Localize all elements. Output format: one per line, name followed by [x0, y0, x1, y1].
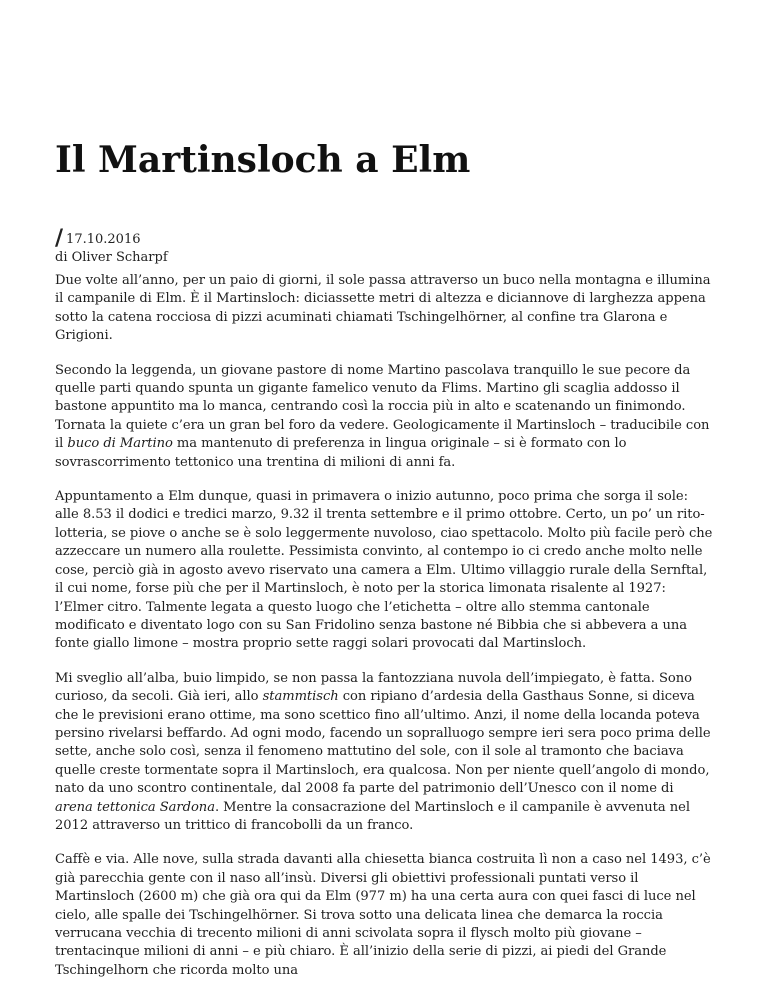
body-paragraph: [55, 272, 715, 346]
paragraph-text: Mi sveglio all’alba, buio limpido, se non passa la fantozziana nuvola dell’impiegato, è fatta. Sono curioso, da secoli. Già ieri, allo: [55, 670, 692, 705]
italic-phrase: buco di Martino: [67, 436, 173, 452]
paragraph-text: con ripiano d’ardesia della Gasthaus Sonne, si diceva che le previsioni erano ottime, ma sono scettico fino all’ultimo. Anzi, il nome della locanda poteva persino rivelarsi beffardo. Ad ogni modo, facendo un sopralluogo sempre ieri sera poco prima delle sette, anche solo così, senza il fenomeno mattutino del sole, con il sole al tramonto che baciava quelle creste tormentate sopra il Martinsloch, era qualcosa. Non per niente quell’angolo di mondo, nato da uno scontro continentale, dal 2008 fa parte del patrimonio dell’Unesco con il nome di: [55, 689, 711, 797]
body-paragraph: [55, 670, 715, 836]
date-separator: /: [55, 226, 64, 251]
body-paragraph: [55, 362, 715, 472]
paragraph-text: Secondo la leggenda, un giovane pastore di nome Martino pascolava tranquillo le sue pecore da quelle parti quando spunta un gigante famelico venuto da Flims. Martino gli scaglia addosso il bastone appuntito ma lo manca, centrando così la roccia più in alto e scatenando un finimondo. Tornata la quiete c’era un gran bel foro da vedere. Geologicamente il Martinsloch – traducibile con il: [55, 362, 710, 452]
body-paragraph: [55, 488, 715, 654]
paragraph-text: ma mantenuto di preferenza in lingua originale – si è formato con lo sovrascorrimento tettonico una trentina di milioni di anni fa.: [55, 436, 627, 470]
article-title: Il Martinsloch a Elm: [55, 139, 471, 181]
article-meta: [55, 228, 168, 266]
article-body: [55, 272, 715, 996]
paragraph-text: Appuntamento a Elm dunque, quasi in primavera o inizio autunno, poco prima che sorga il sole: alle 8.53 il dodici e tredici marzo, 9.32 il trenta settembre e il primo ottobre. Certo, un po’ un rito-lotteria, se piove o anche se è solo leggermente nuvoloso, ciao spettacolo. Molto più facile però che azzeccare un numero alla roulette. Pessimista convinto, al contempo io ci credo anche molto nelle cose, perciò già in agosto avevo riservato una camera a Elm. Ultimo villaggio rurale della Sernftal, il cui nome, forse più che per il Martinsloch, è noto per la storica limonata risalente al 1927: l’Elmer citro. Talmente legata a questo luogo che l’etichetta – oltre allo stemma cantonale modificato e diventato logo con su San Fridolino senza bastone né Bibbia che si abbevera a una fonte giallo limone – mostra proprio sette raggi solari provocati dal Martinsloch.: [55, 489, 713, 652]
italic-phrase: stammtisch: [262, 689, 339, 705]
date-line: [55, 228, 168, 250]
paragraph-text: . Mentre la consacrazione del Martinsloch e il campanile è avvenuta nel 2012 attraverso un trittico di francobolli da un franco.: [55, 799, 690, 833]
paragraph-text: Due volte all’anno, per un paio di giorni, il sole passa attraverso un buco nella montagna e illumina il campanile di Elm. È il Martinsloch: diciassette metri di altezza e diciannove di larghezza appena sotto la catena rocciosa di pizzi acuminati chiamati Tschingelhörner, al confine tra Glarona e Grigioni.: [55, 273, 711, 344]
body-paragraph: [55, 851, 715, 980]
author-byline: di Oliver Scharpf: [55, 250, 168, 265]
italic-phrase: arena tettonica Sardona: [55, 799, 215, 815]
publish-date: 17.10.2016: [66, 232, 141, 247]
paragraph-text: Caffè e via. Alle nove, sulla strada davanti alla chiesetta bianca costruita lì non a caso nel 1493, c’è già parecchia gente con il naso all’insù. Diversi gli obiettivi professionali puntati verso il Martinsloch (2600 m) che già ora qui da Elm (977 m) ha una certa aura con quei fasci di luce nel cielo, alle spalle dei Tschingelhörner. Si trova sotto una delicata linea che demarca la roccia verrucana vecchia di trecento milioni di anni scivolata sopra il flysch molto più giovane – trentacinque milioni di anni – e più chiaro. È all’inizio della serie di pizzi, ai piedi del Grande Tschingelhorn che ricorda molto una: [55, 852, 711, 978]
